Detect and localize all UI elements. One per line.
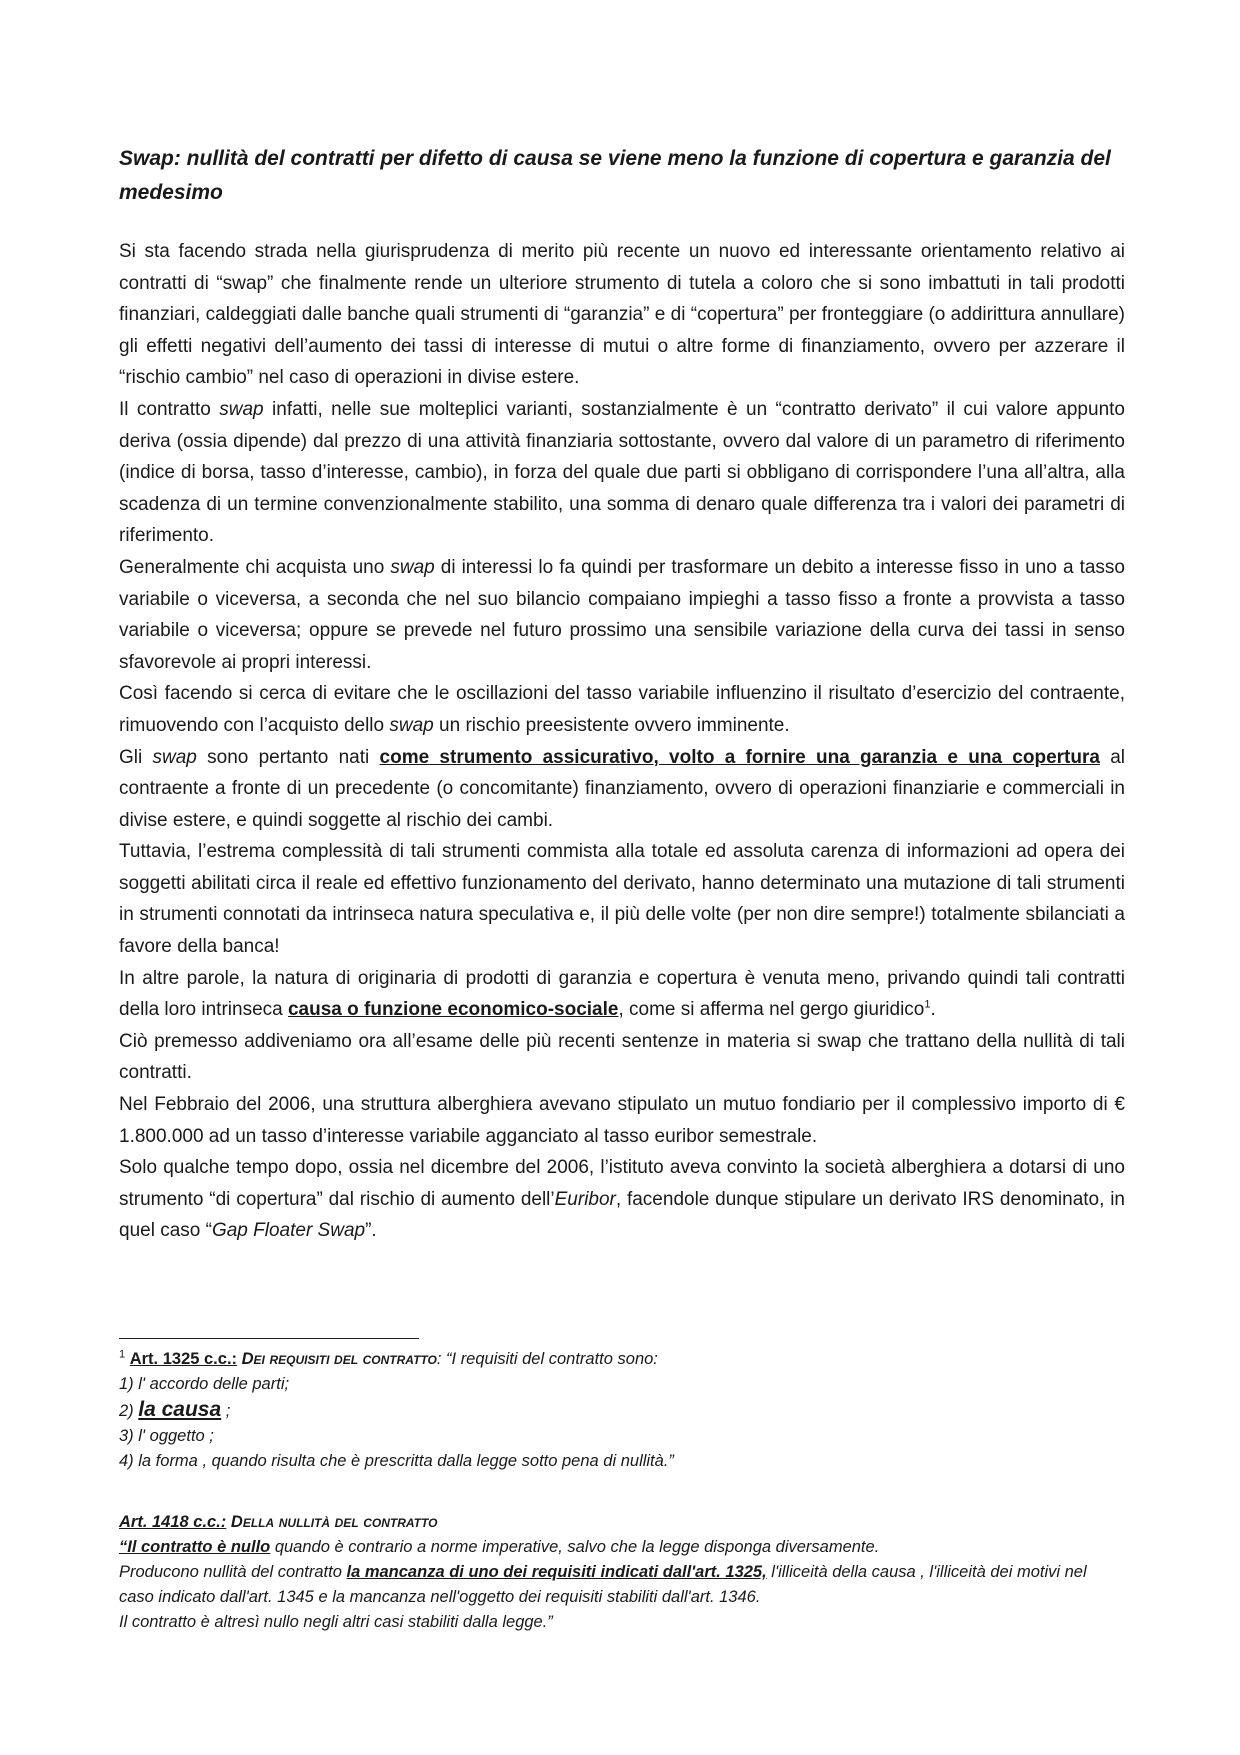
- paragraph-8: Ciò premesso addiveniamo ora all’esame delle più recenti sentenze in materia si swap che trattano della nullità di tali contratti.: [119, 1030, 1125, 1084]
- paragraph-5: Gli swap sono pertanto nati come strumento assicurativo, volto a fornire una garanzia e una copertura al contraente a fronte di un precedente (o concomitante) finanziamento, ovvero di operazioni finanziarie e commerciali in divise estere, e quindi soggette al rischio dei cambi.: [119, 746, 1125, 831]
- footnote-1-line-3: 3) l' oggetto ;: [119, 1427, 214, 1445]
- paragraph-1: Si sta facendo strada nella giurisprudenza di merito più recente un nuovo ed interessante orientamento relativo ai contratti di “swap” che finalmente rende un ulteriore strumento di tutela a coloro che si sono imbattuti in tali prodotti finanziari, caldeggiati dalle banche quali strumenti di “garanzia” e di “copertura” per fronteggiare (o addirittura annullare) gli effetti negativi dell’aumento dei tassi di interesse di mutui o altre forme di finanziamento, ovvero per azzerare il “rischio cambio” nel caso di operazioni in divise estere.: [119, 241, 1125, 389]
- footnote-2-line-3: Il contratto è altresì nullo negli altri casi stabiliti dalla legge.”: [119, 1613, 553, 1631]
- paragraph-9: Nel Febbraio del 2006, una struttura alberghiera avevano stipulato un mutuo fondiario per il complessivo importo di € 1.800.000 ad un tasso d’interesse variabile agganciato al tasso euribor semestrale.: [119, 1094, 1125, 1147]
- paragraph-7: In altre parole, la natura di originaria di prodotti di garanzia e copertura è venuta meno, privando quindi tali contratti della loro intrinseca causa o funzione economico-sociale, come si afferma nel gergo giuridico$^1$.: [119, 967, 1125, 1021]
- footnote-1-line-2: 2) la causa ;: [119, 1398, 231, 1421]
- footnote-1-heading: $^1$ Art. 1325 c.c.: Dei requisiti del contratto: “I requisiti del contratto sono:: [119, 1348, 658, 1368]
- paragraph-10: Solo qualche tempo dopo, ossia nel dicembre del 2006, l’istituto aveva convinto la società alberghiera a dotarsi di uno strumento “di copertura” dal rischio di aumento dell’Euribor, facendole dunque stipulare un derivato IRS denominato, in quel caso “Gap Floater Swap”.: [119, 1157, 1125, 1242]
- paragraph-6: Tuttavia, l’estrema complessità di tali strumenti commista alla totale ed assoluta carenza di informazioni ad opera dei soggetti abilitati circa il reale ed effettivo funzionamento del derivato, hanno determinato una mutazione di tali strumenti in strumenti connotati da intrinseca natura speculativa e, il più delle volte (per non dire sempre!) totalmente sbilanciati a favore della banca!: [119, 841, 1125, 958]
- footnote-2-heading: Art. 1418 c.c.: Della nullità del contratto: [119, 1513, 438, 1531]
- paragraph-2: Il contratto swap infatti, nelle sue molteplici varianti, sostanzialmente è un “contratto derivato” il cui valore appunto deriva (ossia dipende) dal prezzo di una attività finanziaria sottostante, ovvero dal valore di un parametro di riferimento (indice di borsa, tasso d’interesse, cambio), in forza del quale due parti si obbligano di corrispondere l’una all’altra, alla scadenza di un termine convenzionalmente stabilito, una somma di denaro quale differenza tra i valori dei parametri di riferimento.: [119, 398, 1125, 547]
- footnote-1: [119, 1347, 1125, 1474]
- underlined-phrase: causa o funzione economico-sociale: [287, 999, 619, 1021]
- footnote-separator: [119, 1338, 419, 1339]
- footnote-1-line-4: 4) la forma , quando risulta che è prescritta dalla legge sotto pena di nullità.”: [119, 1452, 674, 1470]
- paragraph-3: Generalmente chi acquista uno swap di interessi lo fa quindi per trasformare un debito a interesse fisso in uno a tasso variabile o viceversa, a seconda che nel suo bilancio compaiano impieghi a tasso fisso a fronte a provvista a tasso variabile o viceversa; oppure se prevede nel futuro prossimo una sensibile variazione della curva dei tassi in senso sfavorevole ai propri interessi.: [119, 556, 1125, 673]
- footnote-ref[interactable]: 1: [924, 998, 931, 1011]
- underlined-phrase: come strumento assicurativo, volto a fornire una garanzia e una copertura: [379, 746, 1100, 768]
- footnote-2-line-1: “Il contratto è nullo quando è contrario a norme imperative, salvo che la legge disponga diversamente.: [119, 1538, 880, 1556]
- footnote-2-line-2: Producono nullità del contratto la mancanza di uno dei requisiti indicati dall'art. 1325, l'illiceità della causa , l'illiceità dei motivi nel caso indicato dall'art. 1345 e la mancanza nell'oggetto dei requisiti stabiliti dall'art. 1346.: [119, 1563, 1087, 1606]
- footnote-1-line-1: 1) l' accordo delle parti;: [119, 1375, 290, 1393]
- document-body: [119, 236, 1125, 1247]
- paragraph-4: Così facendo si cerca di evitare che le oscillazioni del tasso variabile influenzino il risultato d’esercizio del contraente, rimuovendo con l’acquisto dello swap un rischio preesistente ovvero imminente.: [119, 683, 1125, 736]
- document-title: Swap: nullità del contratti per difetto di causa se viene meno la funzione di copertura e garanzia del medesimo: [119, 147, 1111, 204]
- footnote-2: [119, 1510, 1125, 1635]
